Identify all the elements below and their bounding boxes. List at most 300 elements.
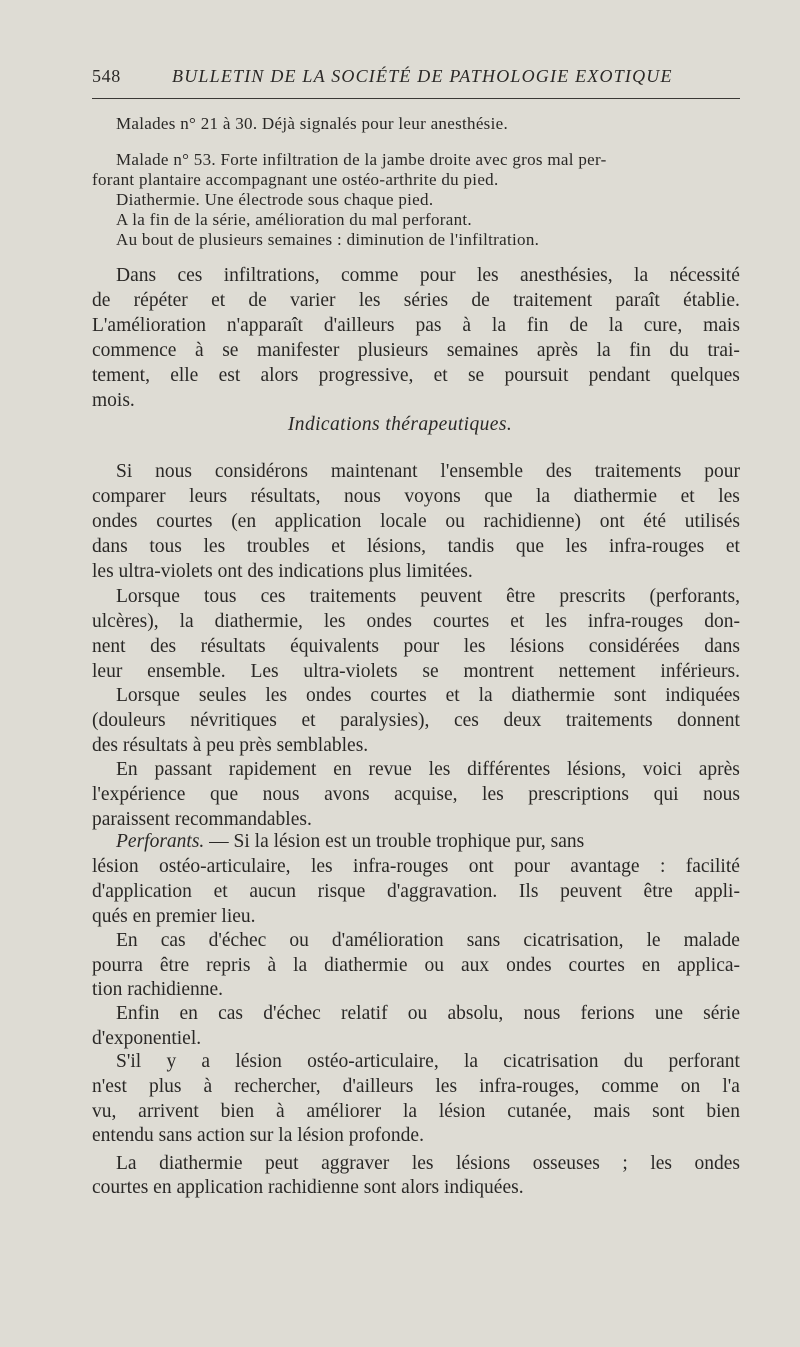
word: trai- xyxy=(707,340,740,361)
word: se xyxy=(467,365,485,386)
text-line: courtes en application rachidienne sont alors indiquées. xyxy=(92,1177,524,1198)
word: perforant xyxy=(668,1051,740,1072)
word: comparer xyxy=(92,486,166,507)
word: névritiques xyxy=(190,710,277,731)
word: repris xyxy=(206,955,251,976)
text-line xyxy=(92,709,740,733)
word: ou xyxy=(407,1003,428,1024)
word: la xyxy=(634,265,649,286)
word: nous xyxy=(344,486,381,507)
word: Dans xyxy=(116,265,157,286)
word: paralysies), xyxy=(340,710,430,731)
word: nous xyxy=(155,461,192,482)
word: pour xyxy=(419,265,456,286)
word: Lorsque xyxy=(116,586,180,607)
word: en xyxy=(333,759,352,780)
word: cutanée, xyxy=(507,1101,572,1122)
word: malade xyxy=(683,930,740,951)
word: seules xyxy=(198,685,247,706)
text-line: paraissent recommandables. xyxy=(92,809,312,830)
journal-title: BULLETIN DE LA SOCIÉTÉ DE PATHOLOGIE EXOTIQUE xyxy=(172,66,673,86)
word: et xyxy=(510,611,525,632)
word: nous xyxy=(523,1003,561,1024)
word: nous xyxy=(703,784,740,805)
word: différentes xyxy=(467,759,551,780)
section-heading: Indications thérapeutiques. xyxy=(287,414,513,435)
word: après xyxy=(536,340,579,361)
word: le xyxy=(646,930,661,951)
text-line: tion rachidienne. xyxy=(92,979,224,1000)
word: Lorsque xyxy=(116,685,180,706)
word: la xyxy=(536,486,551,507)
word: les xyxy=(323,611,346,632)
word: n'apparaît xyxy=(226,315,303,336)
text-line xyxy=(116,758,740,782)
word: dans xyxy=(704,636,740,657)
word: de xyxy=(569,315,588,336)
word: les xyxy=(482,784,504,805)
word: ostéo-articulaire, xyxy=(307,1051,439,1072)
word: nécessité xyxy=(669,265,740,286)
case-line: A la fin de la série, amélioration du mal perforant. xyxy=(116,210,472,229)
word: l'a xyxy=(722,1076,740,1097)
word: tandis xyxy=(447,536,495,557)
word: considérées xyxy=(588,636,680,657)
word: après xyxy=(698,759,740,780)
word: Ils xyxy=(518,881,539,902)
word: aggraver xyxy=(321,1153,390,1174)
word: : xyxy=(659,856,666,877)
word: la xyxy=(478,685,493,706)
word: troubles xyxy=(246,536,310,557)
word: de xyxy=(471,290,490,311)
word: que xyxy=(209,784,239,805)
word: elle xyxy=(170,365,199,386)
word: plusieurs xyxy=(357,340,429,361)
word: osseuses xyxy=(532,1153,600,1174)
word: rechercher, xyxy=(234,1076,321,1097)
word: don- xyxy=(704,611,740,632)
word: résultats, xyxy=(250,486,321,507)
text-line: mois. xyxy=(92,390,135,411)
word: courtes xyxy=(156,511,213,532)
text-line xyxy=(92,1075,740,1099)
text-line xyxy=(116,1152,740,1176)
word: En xyxy=(116,759,138,780)
word: ; xyxy=(622,1153,628,1174)
word: bien xyxy=(706,1101,740,1122)
text-line xyxy=(116,830,740,854)
word: montrent xyxy=(463,661,534,682)
word: lésion xyxy=(92,856,139,877)
word: lésion xyxy=(235,1051,282,1072)
word: équivalents xyxy=(290,636,379,657)
running-header xyxy=(92,66,740,92)
text-line xyxy=(116,1002,740,1026)
text-fragment: — Si la lésion est un trouble trophique pur, sans xyxy=(204,831,585,852)
word: les xyxy=(545,611,567,632)
word: une xyxy=(654,1003,683,1024)
word: d'échec xyxy=(208,930,267,951)
word: diathermie xyxy=(511,685,595,706)
text-line xyxy=(92,289,740,313)
word: d'amélioration xyxy=(331,930,444,951)
word: les xyxy=(650,1153,672,1174)
word: ondes xyxy=(305,685,352,706)
word: y xyxy=(166,1051,177,1072)
word: lésions, xyxy=(366,536,427,557)
word: avantage xyxy=(570,856,640,877)
word: traitements xyxy=(565,710,653,731)
word: n'est xyxy=(92,1076,127,1097)
word: et xyxy=(213,881,228,902)
text-line xyxy=(92,314,740,338)
word: nous xyxy=(262,784,300,805)
word: les xyxy=(428,759,451,780)
word: peuvent xyxy=(420,586,483,607)
page-number: 548 xyxy=(92,66,121,86)
word: d'application xyxy=(92,881,192,902)
word: les xyxy=(463,636,486,657)
word: alors xyxy=(260,365,299,386)
word: se xyxy=(422,661,439,682)
word: applica- xyxy=(677,955,740,976)
text-line xyxy=(116,929,740,953)
word: des xyxy=(150,636,177,657)
word: application xyxy=(274,511,362,532)
word: Si xyxy=(116,461,133,482)
word: à xyxy=(203,1076,213,1097)
word: sont xyxy=(613,685,647,706)
word: à xyxy=(195,340,204,361)
word: leurs xyxy=(189,486,228,507)
word: pas xyxy=(415,315,442,336)
word: traitements xyxy=(309,586,397,607)
word: mais xyxy=(593,1101,631,1122)
word: à xyxy=(462,315,471,336)
word: peut xyxy=(265,1153,299,1174)
text-line: les ultra-violets ont des indications plus limitées. xyxy=(92,561,473,582)
word: ulcères), xyxy=(92,611,159,632)
word: été xyxy=(643,511,667,532)
word: série xyxy=(703,1003,740,1024)
text-line xyxy=(92,535,740,559)
word: ces xyxy=(453,710,479,731)
word: indiquées xyxy=(665,685,740,706)
word: voyons xyxy=(404,486,461,507)
word: traitements xyxy=(594,461,682,482)
word: commence xyxy=(92,340,177,361)
word: diathermie xyxy=(159,1153,243,1174)
word: traitement xyxy=(513,290,593,311)
text-line: qués en premier lieu. xyxy=(92,906,256,927)
word: (douleurs xyxy=(92,710,166,731)
header-rule xyxy=(92,98,740,99)
text-line xyxy=(92,880,740,904)
word: poursuit xyxy=(504,365,569,386)
word: répéter xyxy=(133,290,188,311)
word: vu, xyxy=(92,1101,117,1122)
word: se xyxy=(222,340,239,361)
word: les xyxy=(435,1076,458,1097)
text-line xyxy=(92,1100,740,1124)
word: pour xyxy=(514,856,550,877)
word: acquise, xyxy=(394,784,458,805)
word: ces xyxy=(260,586,286,607)
word: de xyxy=(92,290,111,311)
word: rachidienne) xyxy=(483,511,581,532)
word: à xyxy=(267,955,277,976)
word: du xyxy=(623,1051,644,1072)
text-line xyxy=(116,585,740,609)
word: les xyxy=(265,685,288,706)
word: courtes xyxy=(370,685,427,706)
word: aucun xyxy=(249,881,296,902)
text-line: entendu sans action sur la lésion profonde. xyxy=(92,1125,424,1146)
text-line xyxy=(92,364,740,388)
word: lésion xyxy=(438,1101,486,1122)
word: du xyxy=(669,340,689,361)
word: paraît xyxy=(615,290,660,311)
word: varier xyxy=(290,290,336,311)
word: d'aggravation. xyxy=(387,881,498,902)
word: (en xyxy=(231,511,257,532)
word: prescriptions xyxy=(528,784,630,805)
word: lésions xyxy=(456,1153,511,1174)
word: En xyxy=(116,930,138,951)
case-line: Malades n° 21 à 30. Déjà signalés pour leur anesthésie. xyxy=(116,114,508,133)
word: cicatrisation xyxy=(503,1051,599,1072)
word: comme xyxy=(341,265,399,286)
word: courtes xyxy=(432,611,490,632)
word: voici xyxy=(642,759,682,780)
word: revue xyxy=(368,759,412,780)
word: ultra-violets xyxy=(303,661,398,682)
word: les xyxy=(358,290,381,311)
word: des xyxy=(545,461,572,482)
word: infra-rouges, xyxy=(479,1076,580,1097)
word: et xyxy=(301,710,316,731)
word: et xyxy=(331,536,346,557)
word: la xyxy=(491,315,506,336)
text-line xyxy=(92,855,740,879)
word: appli- xyxy=(694,881,740,902)
word: locale xyxy=(380,511,427,532)
word: tous xyxy=(203,586,237,607)
word: facilité xyxy=(685,856,740,877)
word: être xyxy=(506,586,536,607)
word: les xyxy=(718,486,740,507)
word: bien xyxy=(220,1101,255,1122)
word: améliorer xyxy=(306,1101,382,1122)
word: ondes xyxy=(694,1153,740,1174)
word: que xyxy=(515,536,545,557)
text-line xyxy=(92,783,740,807)
word: ondes xyxy=(366,611,412,632)
word: de xyxy=(248,290,267,311)
word: l'expérience xyxy=(92,784,186,805)
word: passant xyxy=(154,759,212,780)
word: Enfin xyxy=(116,1003,160,1024)
word: S'il xyxy=(116,1051,142,1072)
word: qui xyxy=(653,784,679,805)
word: en xyxy=(179,1003,198,1024)
word: l'ensemble xyxy=(440,461,523,482)
word: donnent xyxy=(677,710,740,731)
word: être xyxy=(643,881,673,902)
word: on xyxy=(680,1076,701,1097)
text-line xyxy=(92,510,740,534)
word: infiltrations, xyxy=(223,265,320,286)
word: résultats xyxy=(200,636,266,657)
word: courtes xyxy=(568,955,625,976)
word: que xyxy=(484,486,513,507)
word: est xyxy=(218,365,241,386)
text-line xyxy=(92,339,740,363)
word: utilisés xyxy=(684,511,740,532)
case-line: Diathermie. Une électrode sous chaque pied. xyxy=(116,190,434,209)
word: arrivent xyxy=(138,1101,199,1122)
word: ou xyxy=(289,930,309,951)
word: les xyxy=(203,536,226,557)
word: les xyxy=(411,1153,434,1174)
word: mais xyxy=(703,315,740,336)
lead-in-perforants: Perforants. xyxy=(116,831,205,852)
word: pendant xyxy=(588,365,651,386)
text-line xyxy=(116,1050,740,1074)
word: ondes xyxy=(92,511,138,532)
text-line xyxy=(116,684,740,708)
word: Les xyxy=(250,661,279,682)
case-line: Au bout de plusieurs semaines : diminution de l'infiltration. xyxy=(116,230,540,249)
word: manifester xyxy=(257,340,340,361)
text-line xyxy=(116,460,740,484)
word: fin xyxy=(629,340,651,361)
word: peuvent xyxy=(560,881,622,902)
word: semaines xyxy=(446,340,519,361)
word: sans xyxy=(466,930,501,951)
word: maintenant xyxy=(330,461,418,482)
word: considérons xyxy=(214,461,309,482)
word: ostéo-articulaire, xyxy=(159,856,291,877)
word: établie. xyxy=(683,290,740,311)
word: d'ailleurs xyxy=(323,315,395,336)
word: et xyxy=(433,365,448,386)
word: diathermie xyxy=(573,486,658,507)
word: cas xyxy=(160,930,186,951)
word: ou xyxy=(445,511,465,532)
word: les xyxy=(565,536,588,557)
word: avons xyxy=(324,784,370,805)
word: la xyxy=(608,315,623,336)
word: les xyxy=(310,856,333,877)
word: prescrits xyxy=(559,586,626,607)
word: cure, xyxy=(643,315,683,336)
case-line: Malade n° 53. Forte infiltration de la jambe droite avec gros mal per- xyxy=(116,150,607,169)
word: pour xyxy=(403,636,440,657)
text-line: des résultats à peu près semblables. xyxy=(92,735,369,756)
word: infra-rouges xyxy=(353,856,449,877)
word: cicatrisation, xyxy=(523,930,624,951)
word: infra-rouges xyxy=(608,536,705,557)
text-line xyxy=(92,954,740,978)
word: la xyxy=(402,1101,418,1122)
word: diathermie, xyxy=(214,611,303,632)
text-line xyxy=(92,635,740,659)
word: à xyxy=(275,1101,285,1122)
word: diathermie xyxy=(324,955,408,976)
word: ensemble. xyxy=(147,661,226,682)
word: d'échec xyxy=(263,1003,321,1024)
word: ont xyxy=(468,856,494,877)
word: ou xyxy=(424,955,444,976)
word: lésions, xyxy=(567,759,627,780)
word: ondes xyxy=(506,955,552,976)
word: lésions xyxy=(509,636,565,657)
word: ces xyxy=(177,265,203,286)
word: deux xyxy=(503,710,542,731)
text-line xyxy=(92,660,740,684)
word: dans xyxy=(92,536,128,557)
word: cas xyxy=(218,1003,244,1024)
word: être xyxy=(159,955,190,976)
word: nettement xyxy=(558,661,636,682)
word: quelques xyxy=(670,365,740,386)
text-line xyxy=(116,264,740,288)
word: pour xyxy=(704,461,740,482)
word: absolu, xyxy=(447,1003,504,1024)
word: (perforants, xyxy=(649,586,740,607)
word: fin xyxy=(526,315,549,336)
word: ferions xyxy=(580,1003,635,1024)
word: la xyxy=(596,340,611,361)
word: anesthésies, xyxy=(520,265,613,286)
word: aux xyxy=(460,955,490,976)
case-line: forant plantaire accompagnant une ostéo-arthrite du pied. xyxy=(92,170,499,189)
word: d'ailleurs xyxy=(342,1076,414,1097)
word: la xyxy=(463,1051,479,1072)
text-line: d'exponentiel. xyxy=(92,1028,202,1049)
word: séries xyxy=(403,290,449,311)
word: risque xyxy=(317,881,366,902)
word: leur xyxy=(92,661,123,682)
word: progressive, xyxy=(318,365,414,386)
word: plus xyxy=(148,1076,182,1097)
word: sont xyxy=(652,1101,685,1122)
word: pourra xyxy=(92,955,143,976)
word: tous xyxy=(149,536,182,557)
word: et xyxy=(725,536,740,557)
text-line xyxy=(92,485,740,509)
word: nent xyxy=(92,636,126,657)
word: La xyxy=(116,1153,137,1174)
word: rapidement xyxy=(228,759,317,780)
word: L'amélioration xyxy=(92,315,206,336)
word: infra-rouges xyxy=(587,611,684,632)
word: tement, xyxy=(92,365,150,386)
word: et xyxy=(211,290,226,311)
text-line xyxy=(92,610,740,634)
word: inférieurs. xyxy=(660,661,740,682)
word: la xyxy=(179,611,194,632)
word: ont xyxy=(599,511,625,532)
word: comme xyxy=(601,1076,659,1097)
word: la xyxy=(293,955,308,976)
word: et xyxy=(445,685,460,706)
word: en xyxy=(641,955,661,976)
word: et xyxy=(680,486,695,507)
word: a xyxy=(201,1051,211,1072)
